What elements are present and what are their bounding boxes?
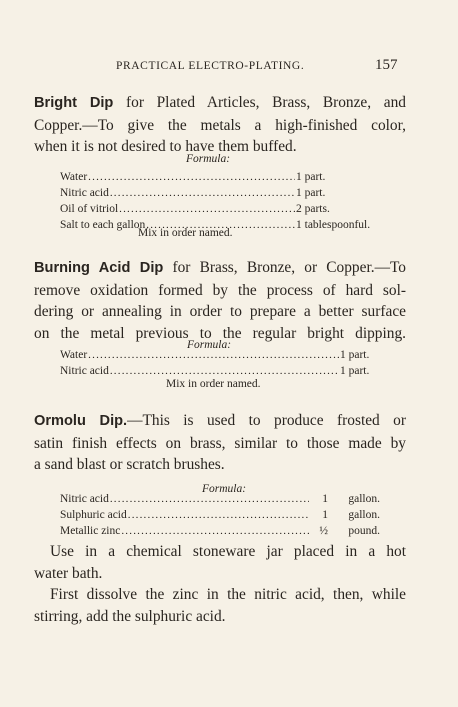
ormolu-dip-paragraph [34, 410, 406, 476]
bright-dip-heading: Bright Dip [34, 95, 114, 111]
paragraph-line: remove oxidation formed by the process of hard sol- [34, 281, 406, 299]
paragraph-line: stirring, add the sulphuric acid. [34, 607, 226, 625]
ormolu-dip-heading: Ormolu Dip. [34, 413, 128, 429]
paragraph-line: Copper.—To give the metals a high-finished color, [34, 116, 406, 134]
formula-row: Salt to each gallon ..... 1 tablespoonful. [60, 217, 380, 233]
bright-dip-paragraph [34, 92, 406, 158]
ormolu-formula [60, 491, 380, 539]
burning-acid-dip-paragraph [34, 257, 406, 344]
formula-row: Metallic zinc ..... ½ pound. [60, 523, 380, 539]
paragraph-line: a sand blast or scratch brushes. [34, 456, 225, 473]
formula-row: Nitric acid ..... 1 gallon. [60, 491, 380, 507]
paragraph-line: Use in a chemical stoneware jar placed in a hot [50, 543, 406, 560]
burning-acid-dip-heading: Burning Acid Dip [34, 260, 164, 276]
paragraph-line: dering or annealing in order to prepare a better surface [34, 303, 406, 320]
formula-title: Formula: [186, 153, 231, 165]
formula-title: Formula: [202, 483, 247, 495]
paragraph-line: when it is not desired to have them buffed. [34, 138, 297, 155]
formula-title: Formula: [187, 339, 232, 351]
burning-acid-formula [60, 347, 380, 379]
paragraph-line: Burning Acid Dip for Brass, Bronze, or Copper.—To [34, 259, 406, 276]
paragraph-line: water bath. [34, 564, 103, 582]
formula-row: Nitric acid ..... 1 part. [60, 185, 380, 201]
formula-row: Oil of vitriol ..... 2 parts. [60, 201, 380, 217]
formula-row: Water ..... 1 part. [60, 169, 380, 185]
running-title: PRACTICAL ELECTRO-PLATING. [116, 60, 305, 72]
mix-note: Mix in order named. [138, 227, 233, 239]
paragraph-line: Bright Dip for Plated Articles, Brass, Bronze, and [34, 94, 406, 111]
paragraph-line: Ormolu Dip.—This is used to produce frosted or [34, 412, 406, 429]
mix-note: Mix in order named. [166, 378, 261, 390]
formula-row: Water ..... 1 part. [60, 347, 380, 363]
paragraph-line: satin finish effects on brass, similar to those made by [34, 434, 406, 452]
paragraph-line: First dissolve the zinc in the nitric acid, then, while [50, 586, 406, 603]
page-number: 157 [375, 57, 398, 73]
stoneware-jar-paragraph [34, 541, 406, 584]
formula-row: Nitric acid ..... 1 part. [60, 363, 380, 379]
formula-row: Sulphuric acid ..... 1 gallon. [60, 507, 380, 523]
paragraph-line: on the metal previous to the regular bright dipping. [34, 324, 406, 342]
bright-dip-formula [60, 169, 380, 233]
dissolve-zinc-paragraph [34, 584, 406, 627]
